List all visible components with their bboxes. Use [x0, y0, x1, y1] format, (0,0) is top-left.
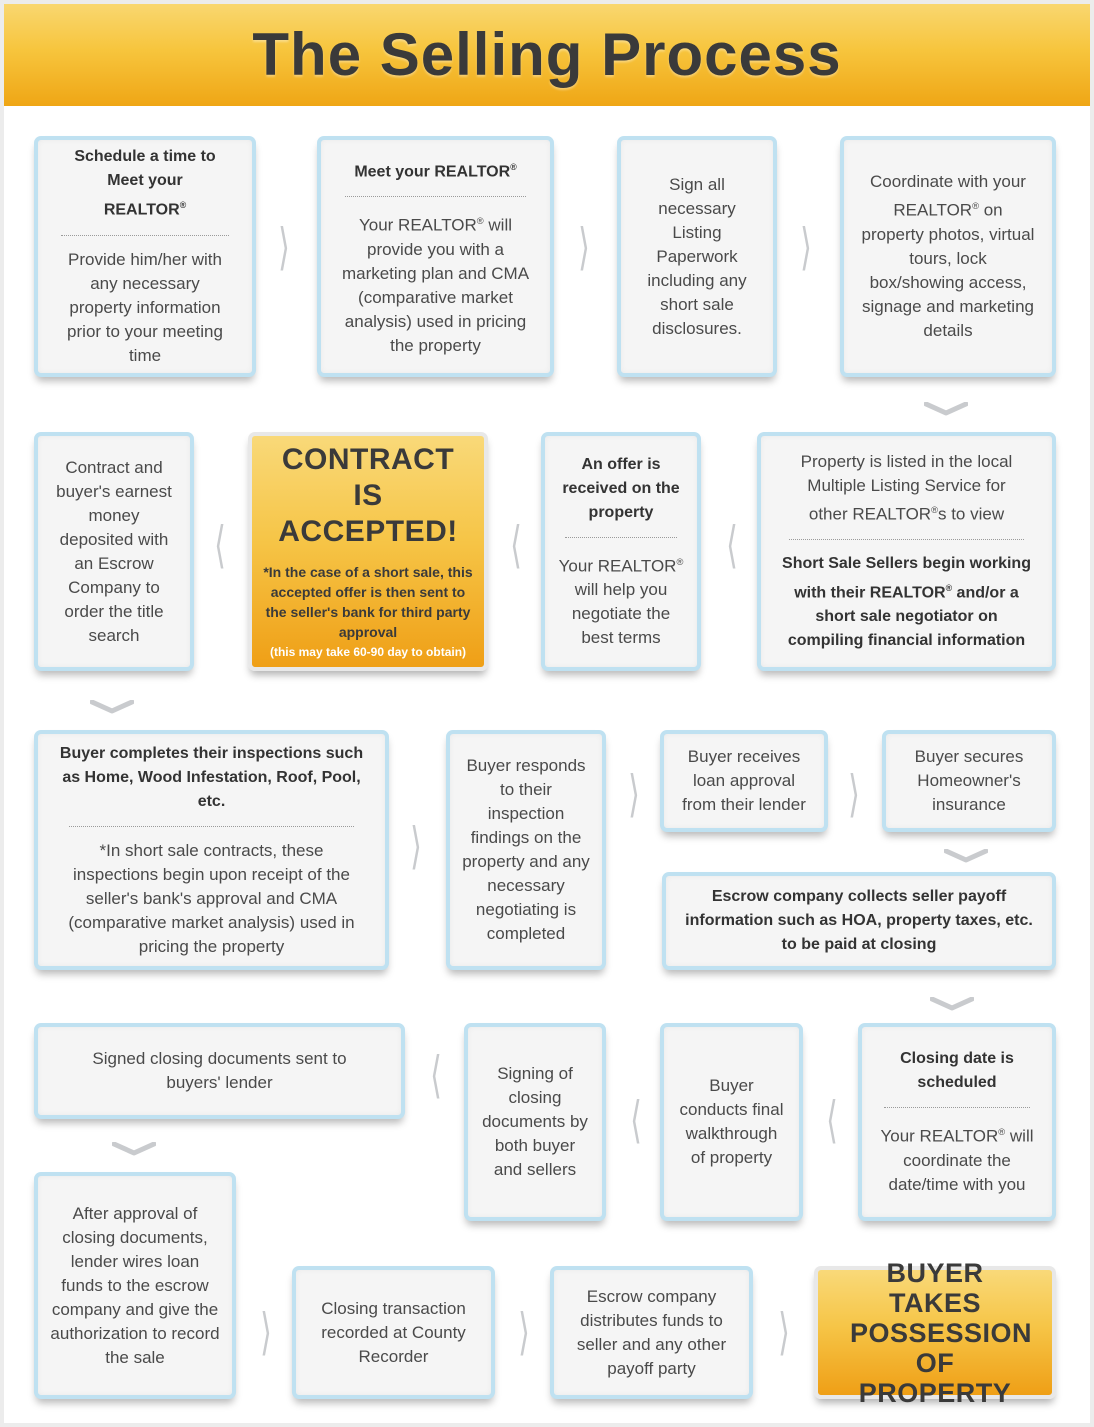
arrow-left-icon: ⟨ [726, 516, 738, 574]
dotted-divider [565, 537, 678, 538]
arrow-right-icon: ⟩ [578, 218, 590, 276]
arrow-right-icon: ⟩ [410, 817, 422, 875]
step-text: Your REALTOR® will coordinate the date/time with you [880, 1126, 1034, 1194]
arrow-right-icon: ⟩ [628, 765, 640, 823]
arrow-left-icon: ⟨ [430, 1046, 442, 1104]
dotted-divider [61, 235, 228, 236]
step-text: Your REALTOR® will provide you with a marketing plan and CMA (comparative market analysis) used in pricing the property [341, 215, 530, 355]
arrow-left-icon: ⟨ [826, 1091, 838, 1149]
step-coordinate-marketing [840, 136, 1056, 377]
registered-mark: ® [945, 582, 953, 593]
infographic [4, 4, 1090, 1423]
registered-mark: ® [972, 201, 979, 212]
step-buyer-takes-possession [814, 1257, 1056, 1408]
arrow-right-icon: ⟩ [260, 1303, 272, 1361]
step-text: After approval of closing documents, lender wires loan funds to the escrow company and give the authorization to record the sale [50, 1203, 220, 1367]
step-text: Buyer receives loan approval from their lender [682, 747, 806, 814]
step-text: Property is listed in the local Multiple Listing Service for other REALTOR®s to view [800, 452, 1013, 524]
step-signing-documents [464, 1023, 606, 1221]
arrow-left-icon: ⟨ [630, 1091, 642, 1149]
arrow-down-icon [90, 700, 134, 714]
arrow-down-icon [924, 402, 968, 416]
header-banner [4, 4, 1090, 106]
registered-mark: ® [510, 162, 517, 172]
arrow-down-icon [112, 1142, 156, 1156]
step-offer-received [541, 432, 701, 671]
arrow-right-icon: ⟩ [278, 218, 290, 276]
step-recorded-county [292, 1266, 495, 1399]
step-buyer-inspections [34, 730, 389, 970]
arrow-left-icon: ⟨ [214, 516, 226, 574]
step-text: Buyer secures Homeowner's insurance [914, 747, 1024, 814]
step-text: Signing of closing documents by both buyer and sellers [482, 1064, 588, 1179]
step-text: Closing transaction recorded at County Recorder [321, 1298, 466, 1366]
registered-mark: ® [998, 1127, 1006, 1138]
arrow-left-icon: ⟨ [510, 516, 522, 574]
step-text: *In the case of a short sale, this accepted offer is then sent to the seller's bank for third party approval [263, 563, 473, 640]
step-text: Provide him/her with any necessary property information prior to your meeting time [67, 249, 223, 365]
arrow-down-icon [930, 997, 974, 1011]
step-final-walkthrough [660, 1023, 803, 1221]
step-heading: BUYER TAKES POSSESSION OF PROPERTY [850, 1257, 1033, 1408]
step-text: Buyer responds to their inspection findings on the property and any necessary negotiating is completed [462, 756, 590, 943]
arrow-right-icon: ⟩ [778, 1303, 790, 1361]
registered-mark: ® [179, 200, 187, 211]
step-heading: An offer is received on the property [562, 455, 680, 521]
step-listed-mls [757, 432, 1056, 671]
step-loan-approval [660, 730, 828, 832]
dotted-divider [789, 539, 1024, 540]
arrow-down-icon [944, 849, 988, 863]
page-title: The Selling Process [252, 21, 842, 88]
step-heading: Closing date is scheduled [900, 1050, 1014, 1092]
step-heading: Buyer completes their inspections such as Home, Wood Infestation, Roof, Pool, etc. [59, 744, 364, 810]
step-bold-text: Short Sale Sellers begin working with their REALTOR® and/or a short sale negotiator on compiling financial information [782, 554, 1031, 649]
step-text: Contract and buyer's earnest money deposited with an Escrow Company to order the title search [56, 457, 172, 645]
step-docs-to-lender [34, 1023, 405, 1119]
step-closing-scheduled [858, 1023, 1056, 1221]
step-heading: CONTRACT IS ACCEPTED! [278, 442, 458, 548]
step-text: Your REALTOR® will help you negotiate the best terms [558, 556, 684, 648]
step-text: Signed closing documents sent to buyers' lender [92, 1049, 347, 1092]
step-text: Sign all necessary Listing Paperwork including any short sale disclosures. [647, 174, 747, 338]
step-text: Buyer conducts final walkthrough of property [679, 1076, 784, 1167]
step-heading: Meet your REALTOR® [354, 162, 517, 181]
arrow-right-icon: ⟩ [800, 218, 812, 276]
registered-mark: ® [931, 505, 938, 515]
step-buyer-responds [446, 730, 606, 970]
step-escrow-distributes [550, 1266, 753, 1399]
step-escrow-payoff [662, 872, 1056, 970]
step-text: Escrow company distributes funds to seller and any other payoff party [576, 1286, 727, 1378]
step-homeowners-insurance [882, 730, 1056, 832]
arrow-right-icon: ⟩ [848, 765, 860, 823]
arrow-right-icon: ⟩ [518, 1303, 530, 1361]
step-sign-listing [617, 136, 777, 377]
dotted-divider [345, 196, 525, 197]
dotted-divider [884, 1107, 1030, 1108]
step-text: *In short sale contracts, these inspections begin upon receipt of the seller's bank's approval and CMA (comparative market analysis) used in pricing the property [68, 840, 355, 956]
step-note: (this may take 60-90 day to obtain) [269, 644, 467, 659]
dotted-divider [69, 826, 353, 827]
step-heading: Schedule a time to Meet your REALTOR® [74, 148, 216, 219]
registered-mark: ® [476, 216, 484, 227]
step-schedule-meeting [34, 136, 256, 377]
step-lender-wires-funds [34, 1172, 236, 1399]
step-text: Escrow company collects seller payoff information such as HOA, property taxes, etc. to be paid at closing [685, 888, 1033, 953]
step-earnest-money [34, 432, 194, 671]
step-meet-realtor [317, 136, 554, 377]
step-contract-accepted [248, 432, 488, 671]
registered-mark: ® [676, 556, 684, 567]
step-text: Coordinate with your REALTOR® on property photos, virtual tours, lock box/showing access, signage and marketing details [861, 172, 1035, 340]
